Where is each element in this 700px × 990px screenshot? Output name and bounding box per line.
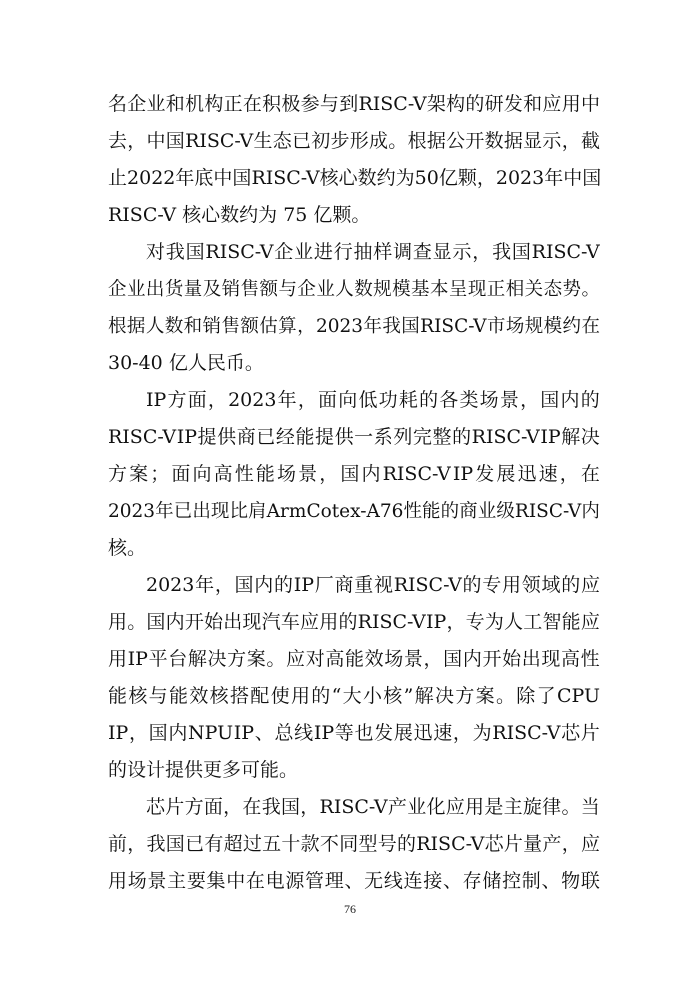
text-line: 根 据 人 数 和 销 售 额 估 算 ， 2023 年 我 国 RISC-V 市 场 规 模 约 在 <box>108 316 600 337</box>
paragraph <box>108 382 600 567</box>
paragraph <box>108 86 600 234</box>
paragraph <box>108 234 600 382</box>
text-line: 30-40 亿人民币。 <box>108 352 264 374</box>
text-line: 用 。 国 内 开 始 出 现 汽 车 应 用 的 RISC-V IP ， 专 为 人 工 智 能 应 <box>108 611 600 633</box>
page-number: 76 <box>344 902 356 916</box>
text-line: 用 场 景 主 要 集 中 在 电 源 管 理 、 无 线 连 接 、 存 储 控 制 、 物 联 <box>108 870 600 892</box>
text-line: 对 我 国 RISC-V 企 业 进 行 抽 样 调 查 显 示 ， 我 国 RISC-V <box>146 241 600 263</box>
text-line: 止 2022 年 底 中 国 RISC-V 核 心 数 约 为 50 亿 颗 ， 2023 年 中 国 <box>108 167 602 189</box>
body-text <box>108 86 600 900</box>
text-line: RISC-V IP 提 供 商 已 经 能 提 供 一 系 列 完 整 的 RISC-V IP 解 决 <box>108 426 600 448</box>
text-line: IP ， 国 内 NPU IP 、 总 线 IP 等 也 发 展 迅 速 ， 为 RISC-V 芯 片 <box>108 722 600 744</box>
text-line: 前 ， 我 国 已 有 超 过 五 十 款 不 同 型 号 的 RISC-V 芯 片 量 产 ， 应 <box>108 833 600 855</box>
text-line: 企 业 出 货 量 及 销 售 额 与 企 业 人 数 规 模 基 本 呈 现 正 相 关 态 势 。 <box>108 279 600 300</box>
text-line: 芯 片 方 面 ， 在 我 国 ， RISC-V 产 业 化 应 用 是 主 旋 律 。 当 <box>146 796 600 818</box>
paragraph <box>108 789 600 900</box>
paragraph <box>108 567 600 789</box>
text-line: 核。 <box>108 537 147 559</box>
text-line: 用 IP 平 台 解 决 方 案 。 应 对 高 能 效 场 景 ， 国 内 开 始 出 现 高 性 <box>108 648 600 670</box>
text-line: 能 核 与 能 效 核 搭 配 使 用 的 “ 大 小 核 ” 解 决 方 案 。 除 了 CPU <box>108 685 600 707</box>
text-line: 名 企 业 和 机 构 正 在 积 极 参 与 到 RISC-V 架 构 的 研 发 和 应 用 中 <box>108 93 600 115</box>
text-line: 的设计提供更多可能。 <box>108 759 299 781</box>
text-line: 2023 年 ， 国 内 的 IP 厂 商 重 视 RISC-V 的 专 用 领 域 的 应 <box>146 574 600 596</box>
text-line: 去 ， 中 国 RISC-V 生 态 已 初 步 形 成 。 根 据 公 开 数 据 显 示 ， 截 <box>108 130 600 152</box>
text-line: 2023 年 已 出 现 比 肩 Arm Cotex-A76 性 能 的 商 业 级 RISC-V 内 <box>108 501 600 522</box>
text-line: RISC-V 核心数约为 75 亿颗。 <box>108 204 371 226</box>
text-line: IP 方 面 ， 2023 年 ， 面 向 低 功 耗 的 各 类 场 景 ， 国 内 的 <box>146 389 600 411</box>
text-line: 方 案 ； 面 向 高 性 能 场 景 ， 国 内 RISC-V IP 发 展 迅 速 ， 在 <box>108 463 600 485</box>
